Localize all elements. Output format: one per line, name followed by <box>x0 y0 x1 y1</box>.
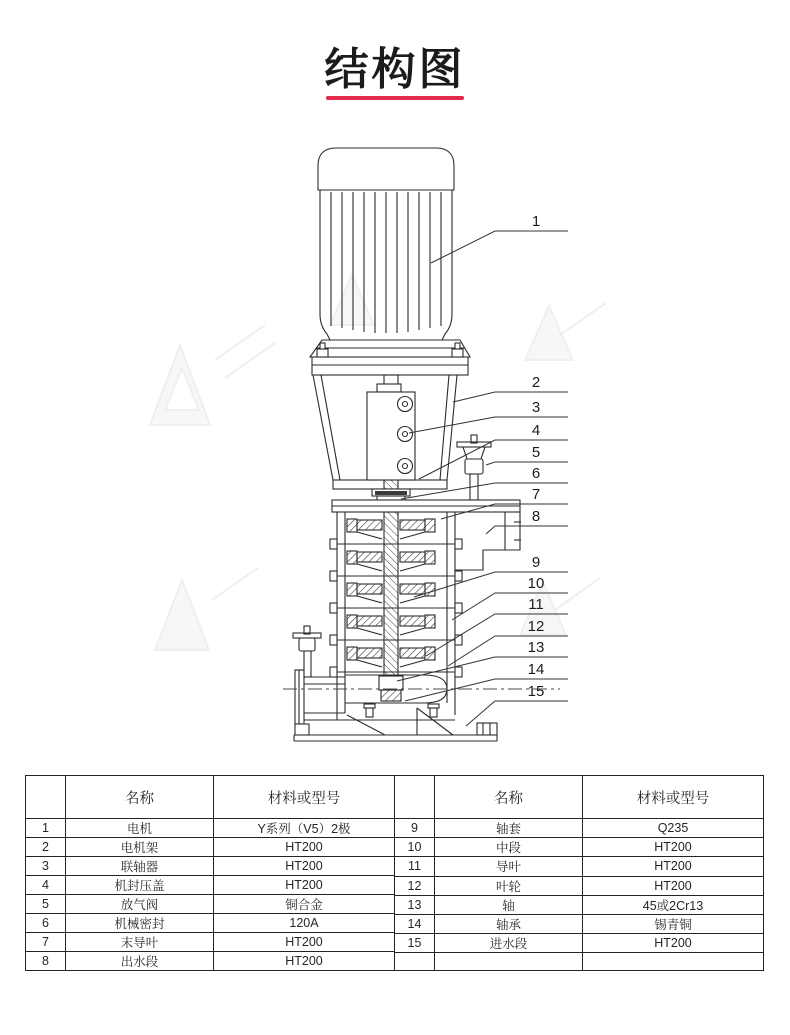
col-header-num <box>26 776 66 819</box>
part-material-cell: 120A <box>214 914 395 933</box>
callout-label: 10 <box>527 575 545 592</box>
title-underline <box>326 96 464 100</box>
part-number-cell: 15 <box>395 933 435 952</box>
part-name-cell: 轴承 <box>435 914 583 933</box>
callout-3 <box>409 399 568 433</box>
part-number-cell: 11 <box>395 857 435 876</box>
pump-structure-diagram <box>0 110 790 770</box>
table-row <box>26 857 395 876</box>
callout-label: 13 <box>527 639 545 656</box>
part-material-cell: HT200 <box>583 933 764 952</box>
base <box>294 704 497 741</box>
part-number-cell: 2 <box>26 838 66 857</box>
part-number-cell: 4 <box>26 876 66 895</box>
part-number-cell: 1 <box>26 819 66 838</box>
part-material-cell: HT200 <box>214 952 395 971</box>
part-name-cell: 轴套 <box>435 819 583 838</box>
table-row <box>26 838 395 857</box>
callout-5 <box>486 444 568 465</box>
part-number-cell: 9 <box>395 819 435 838</box>
table-row <box>395 952 764 970</box>
callout-label: 1 <box>531 213 541 230</box>
part-material-cell: 45或2Cr13 <box>583 895 764 914</box>
callout-label: 12 <box>527 618 545 635</box>
part-name-cell: 机封压盖 <box>66 876 214 895</box>
table-row <box>395 819 764 838</box>
part-material-cell: HT200 <box>214 857 395 876</box>
part-name-cell: 电机架 <box>66 838 214 857</box>
part-material-cell: Y系列（V5）2极 <box>214 819 395 838</box>
part-material-cell: HT200 <box>214 876 395 895</box>
coupling-guard <box>367 384 415 480</box>
part-material-cell: HT200 <box>583 876 764 895</box>
part-material-cell: HT200 <box>583 838 764 857</box>
part-material-cell: Q235 <box>583 819 764 838</box>
table-row <box>26 819 395 838</box>
col-header-num <box>395 776 435 819</box>
part-name-cell: 末导叶 <box>66 933 214 952</box>
col-header-name: 名称 <box>435 776 583 819</box>
part-material-cell: 锡青铜 <box>583 914 764 933</box>
part-material-cell <box>583 952 764 970</box>
col-header-name: 名称 <box>66 776 214 819</box>
callout-2 <box>453 374 568 402</box>
part-number-cell: 8 <box>26 952 66 971</box>
part-name-cell <box>435 952 583 970</box>
table-row <box>395 895 764 914</box>
callout-label: 4 <box>531 422 541 439</box>
part-name-cell: 电机 <box>66 819 214 838</box>
part-name-cell: 放气阀 <box>66 895 214 914</box>
callout-label: 14 <box>527 661 545 678</box>
table-row <box>395 914 764 933</box>
part-name-cell: 进水段 <box>435 933 583 952</box>
table-header-row <box>26 776 395 819</box>
part-material-cell: HT200 <box>583 857 764 876</box>
part-name-cell: 机械密封 <box>66 914 214 933</box>
page-title: 结构图 <box>324 45 466 94</box>
part-material-cell: 铜合金 <box>214 895 395 914</box>
part-number-cell: 6 <box>26 914 66 933</box>
col-header-material: 材料或型号 <box>214 776 395 819</box>
table-row <box>26 914 395 933</box>
callout-label: 15 <box>527 683 545 700</box>
callout-label: 3 <box>531 399 541 416</box>
table-row <box>395 838 764 857</box>
part-number-cell <box>395 952 435 970</box>
part-name-cell: 轴 <box>435 895 583 914</box>
table-row <box>26 933 395 952</box>
motor <box>310 148 470 375</box>
part-material-cell: HT200 <box>214 933 395 952</box>
part-name-cell: 中段 <box>435 838 583 857</box>
parts-table-right <box>394 775 764 971</box>
part-number-cell: 12 <box>395 876 435 895</box>
callout-label: 11 <box>528 596 544 613</box>
callout-label: 7 <box>531 486 541 503</box>
parts-table-left <box>25 775 395 971</box>
part-number-cell: 3 <box>26 857 66 876</box>
part-number-cell: 13 <box>395 895 435 914</box>
part-number-cell: 7 <box>26 933 66 952</box>
callout-label: 6 <box>531 465 541 482</box>
drain-valve <box>293 626 321 677</box>
callout-label: 2 <box>531 374 541 391</box>
part-name-cell: 联轴器 <box>66 857 214 876</box>
parts-tables <box>25 775 765 971</box>
table-header-row <box>395 776 764 819</box>
part-material-cell: HT200 <box>214 838 395 857</box>
part-name-cell: 导叶 <box>435 857 583 876</box>
part-number-cell: 14 <box>395 914 435 933</box>
callout-label: 5 <box>531 444 541 461</box>
callout-label: 9 <box>531 554 541 571</box>
col-header-material: 材料或型号 <box>583 776 764 819</box>
table-row <box>395 857 764 876</box>
table-row <box>26 952 395 971</box>
part-name-cell: 出水段 <box>66 952 214 971</box>
table-row <box>395 876 764 895</box>
table-row <box>395 933 764 952</box>
table-row <box>26 876 395 895</box>
part-number-cell: 10 <box>395 838 435 857</box>
part-number-cell: 5 <box>26 895 66 914</box>
part-name-cell: 叶轮 <box>435 876 583 895</box>
table-row <box>26 895 395 914</box>
callout-label: 8 <box>531 508 541 525</box>
